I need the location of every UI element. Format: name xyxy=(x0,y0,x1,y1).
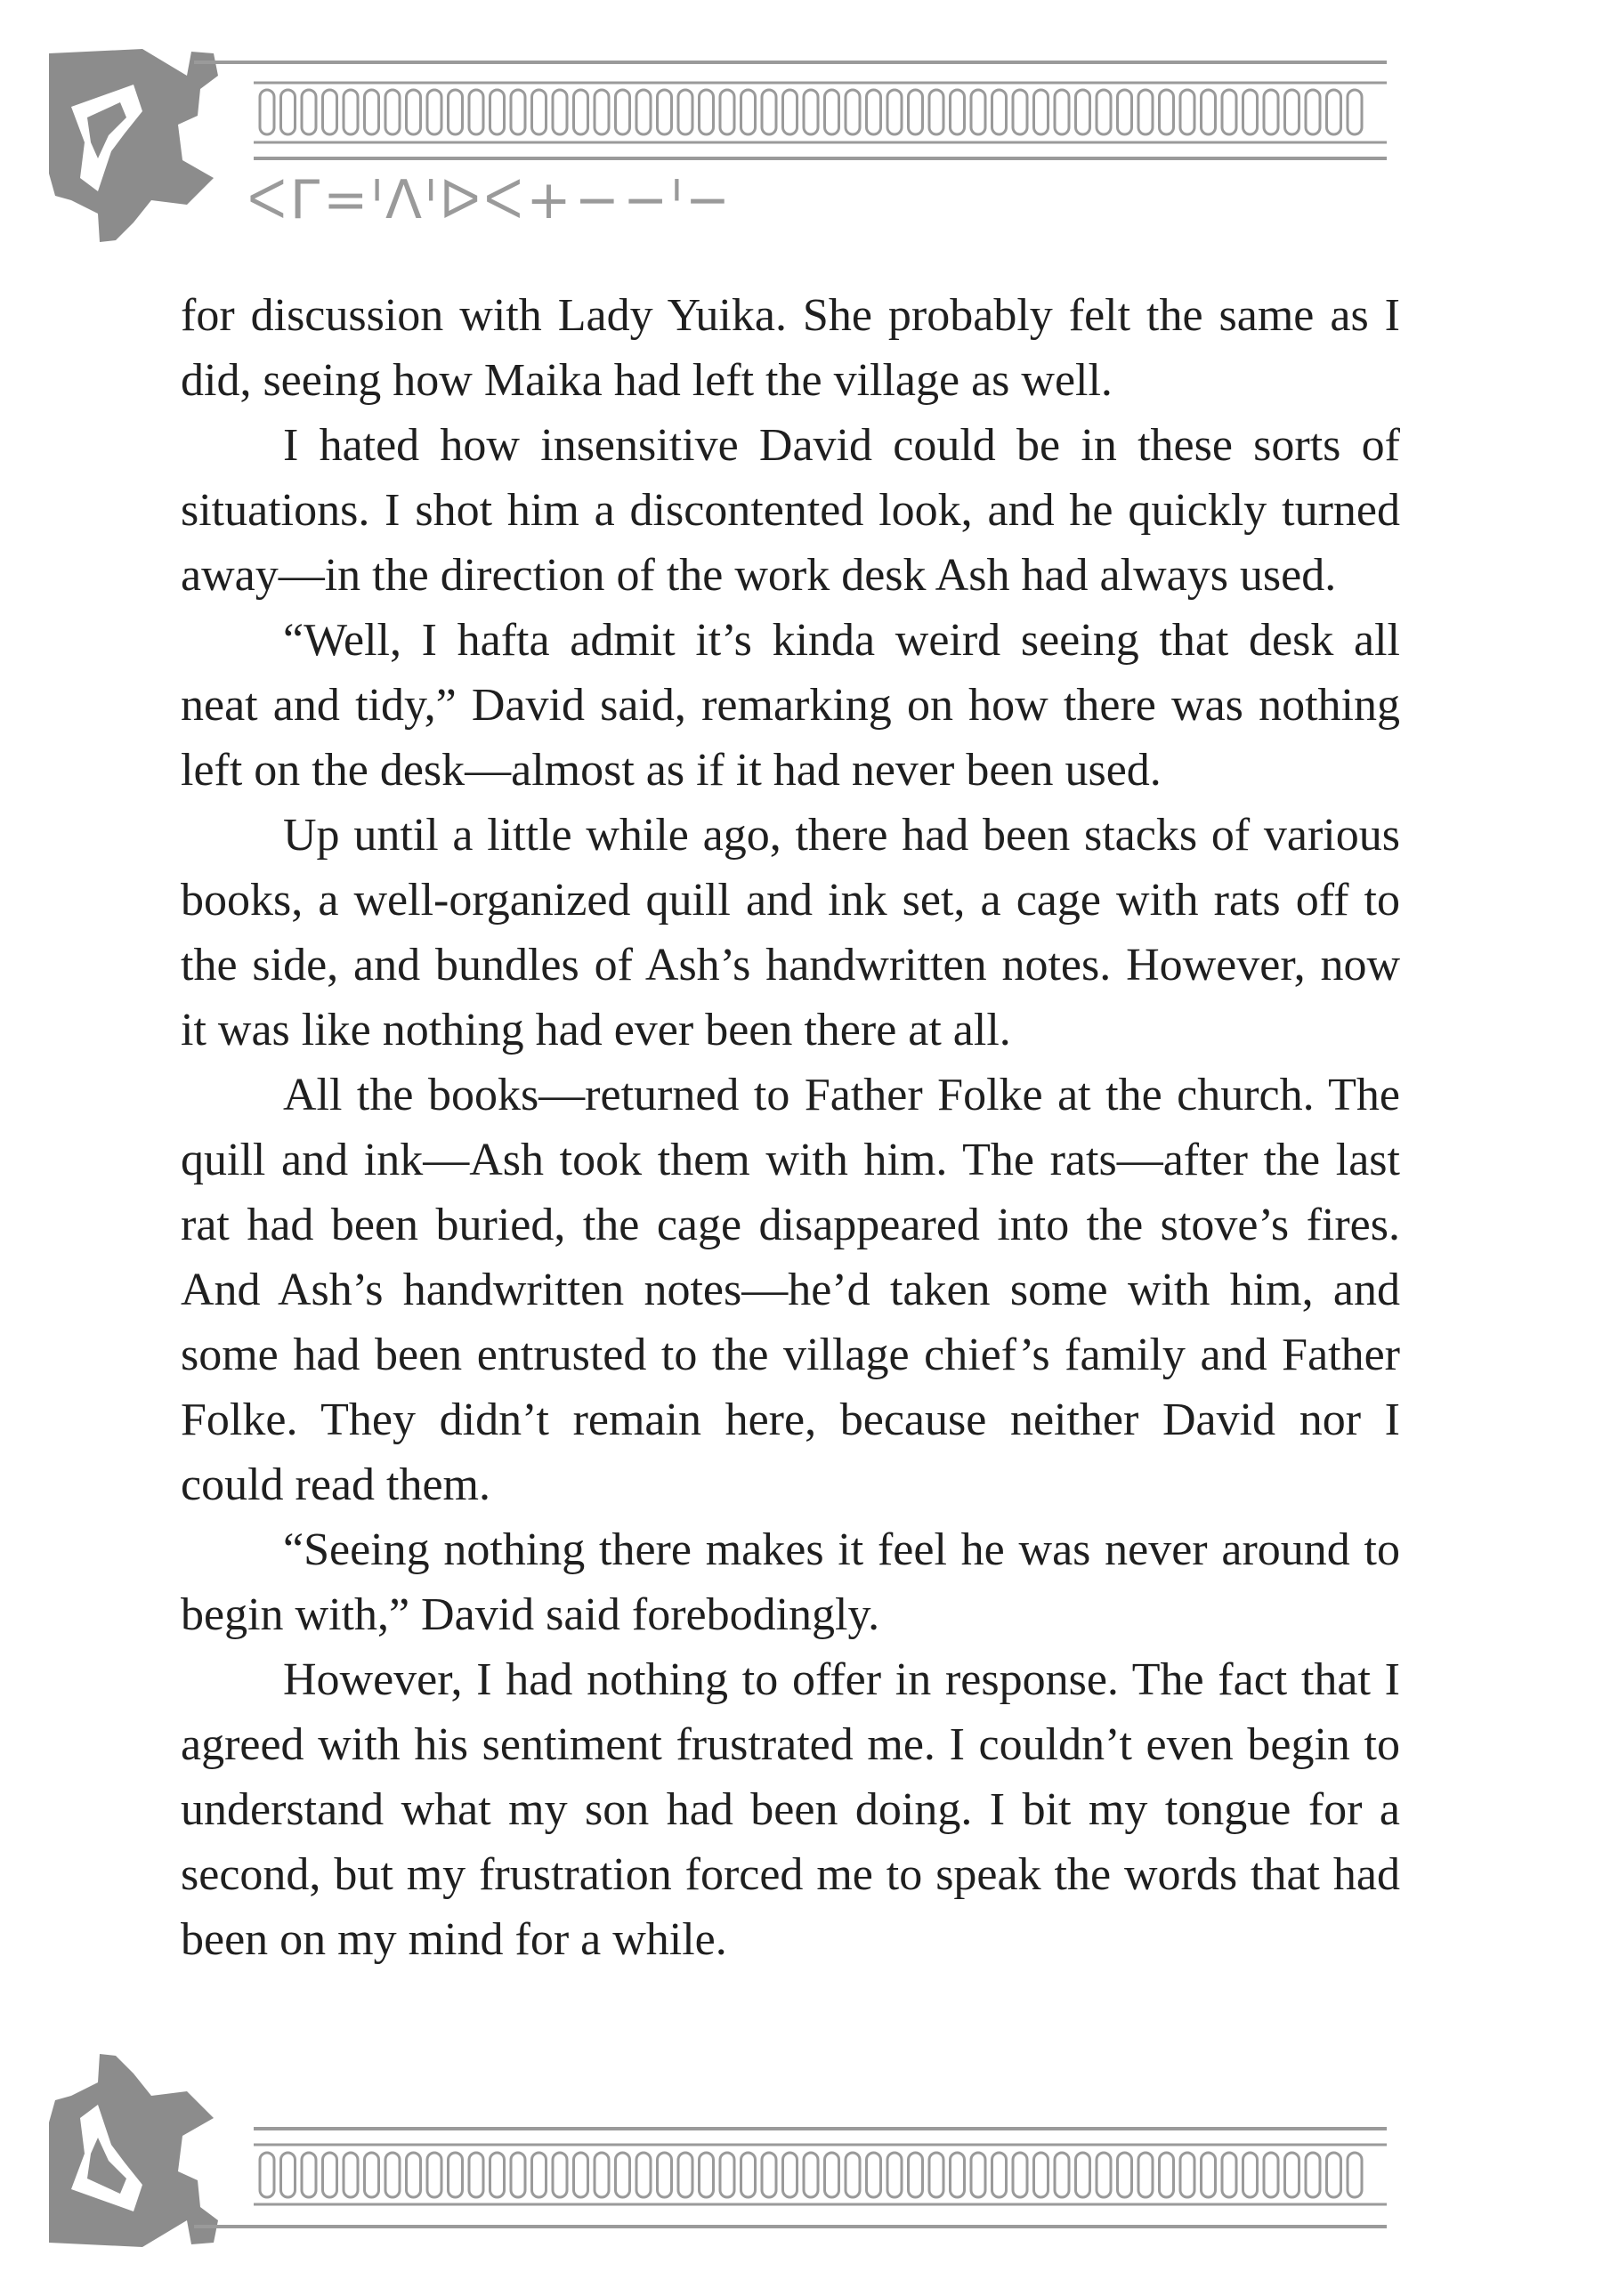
chain-link xyxy=(825,2153,839,2197)
chain-link xyxy=(427,90,441,134)
chain-link xyxy=(678,2153,692,2197)
corner-flourish-icon xyxy=(49,49,218,242)
chain-link xyxy=(469,90,483,134)
chain-link xyxy=(532,2153,546,2197)
chain-link xyxy=(1264,90,1278,134)
chain-link xyxy=(658,90,672,134)
chain-link xyxy=(741,2153,756,2197)
chain-link xyxy=(1264,2153,1278,2197)
chain-link xyxy=(407,2153,421,2197)
chain-link xyxy=(1243,90,1258,134)
chain-link xyxy=(1055,2153,1069,2197)
chain-link xyxy=(553,90,567,134)
chain-link xyxy=(929,90,943,134)
chain-link xyxy=(636,90,651,134)
chain-link xyxy=(741,90,756,134)
chain-link xyxy=(1348,2153,1362,2197)
chain-link xyxy=(846,2153,860,2197)
chain-link xyxy=(762,90,776,134)
chain-link xyxy=(1034,90,1048,134)
chain-link xyxy=(1055,90,1069,134)
chain-link xyxy=(887,2153,902,2197)
chain-link xyxy=(1138,2153,1153,2197)
chain-link xyxy=(700,90,714,134)
chain-link xyxy=(1222,2153,1236,2197)
chain-link xyxy=(909,2153,923,2197)
chain-link xyxy=(407,90,421,134)
paragraph-7: However, I had nothing to offer in response. The fact that I agreed with his sentiment frustrated me. I couldn’t even begin to understand what my son had been doing. I bit my tongue for a second, but my frustration forced me to speak the words that had been on my mind for a while. xyxy=(181,1654,1400,1965)
chain-link xyxy=(1285,2153,1299,2197)
chain-link xyxy=(553,2153,567,2197)
paragraph-3: “Well, I hafta admit it’s kinda weird seeing that desk all neat and tidy,” David said, remarking on how there was nothing left on the desk—almost as if it had never been used. xyxy=(181,615,1400,796)
chain-link xyxy=(1076,90,1090,134)
chain-link xyxy=(971,2153,985,2197)
chain-link xyxy=(783,90,797,134)
chain-link xyxy=(1327,90,1341,134)
page-body-text xyxy=(181,283,1400,1972)
chain-link xyxy=(302,2153,316,2197)
chain-link xyxy=(574,2153,588,2197)
chain-link xyxy=(532,90,546,134)
chain-link xyxy=(804,2153,818,2197)
chain-link xyxy=(1243,2153,1258,2197)
runic-header-title: ᐸᒥ=ᑊᐱᑊᐅᐸ+−−ᑊ− xyxy=(247,169,734,231)
bottom-ornament xyxy=(0,2029,1603,2296)
chain-link xyxy=(1118,90,1132,134)
chain-link xyxy=(846,90,860,134)
top-chain-pattern xyxy=(260,90,1362,134)
chain-link xyxy=(1327,2153,1341,2197)
chain-link xyxy=(951,90,965,134)
corner-flourish-icon xyxy=(49,2054,218,2247)
chain-link xyxy=(427,2153,441,2197)
chain-link xyxy=(909,90,923,134)
chain-link xyxy=(281,2153,296,2197)
chain-link xyxy=(281,90,296,134)
chain-link xyxy=(260,2153,274,2197)
chain-link xyxy=(992,2153,1007,2197)
chain-link xyxy=(804,90,818,134)
chain-link xyxy=(385,90,400,134)
chain-link xyxy=(720,2153,734,2197)
paragraph-5: All the books—returned to Father Folke at the church. The quill and ink—Ash took them with him. The rats—after the last rat had been buried, the cage disappeared into the stove’s fires. And Ash’s handwritten notes—he’d taken some with him, and some had been entrusted to the village chief’s family and Father Folke. They didn’t remain here, because neither David nor I could read them. xyxy=(181,1070,1400,1510)
chain-link xyxy=(929,2153,943,2197)
chain-link xyxy=(595,2153,609,2197)
chain-link xyxy=(1306,2153,1320,2197)
chain-link xyxy=(574,90,588,134)
chain-link xyxy=(385,2153,400,2197)
chain-link xyxy=(511,2153,525,2197)
chain-link xyxy=(1180,2153,1194,2197)
chain-link xyxy=(1160,2153,1174,2197)
chain-link xyxy=(323,2153,337,2197)
chain-link xyxy=(1034,2153,1048,2197)
chain-link xyxy=(658,2153,672,2197)
chain-link xyxy=(887,90,902,134)
chain-link xyxy=(616,2153,630,2197)
chain-link xyxy=(678,90,692,134)
chain-link xyxy=(1160,90,1174,134)
chain-link xyxy=(302,90,316,134)
chain-link xyxy=(1180,90,1194,134)
top-ornament xyxy=(0,0,1603,267)
chain-link xyxy=(469,2153,483,2197)
chain-link xyxy=(1118,2153,1132,2197)
chain-link xyxy=(951,2153,965,2197)
chain-link xyxy=(636,2153,651,2197)
chain-link xyxy=(971,90,985,134)
chain-link xyxy=(825,90,839,134)
chain-link xyxy=(867,90,881,134)
chain-link xyxy=(490,2153,505,2197)
chain-link xyxy=(1013,90,1027,134)
chain-link xyxy=(867,2153,881,2197)
paragraph-4: Up until a little while ago, there had been stacks of various books, a well-organized quill and ink set, a cage with rats off to the side, and bundles of Ash’s handwritten notes. However, now it was like nothing had ever been there at all. xyxy=(181,810,1400,1055)
chain-link xyxy=(616,90,630,134)
chain-link xyxy=(511,90,525,134)
chain-link xyxy=(1202,90,1216,134)
chain-link xyxy=(365,90,379,134)
chain-link xyxy=(365,2153,379,2197)
chain-link xyxy=(449,90,463,134)
chain-link xyxy=(449,2153,463,2197)
top-border-rules xyxy=(194,62,1387,158)
chain-link xyxy=(344,90,358,134)
chain-link xyxy=(595,90,609,134)
chain-link xyxy=(1222,90,1236,134)
chain-link xyxy=(1097,2153,1111,2197)
chain-link xyxy=(1013,2153,1027,2197)
chain-link xyxy=(992,90,1007,134)
chain-link xyxy=(260,90,274,134)
paragraph-2: I hated how insensitive David could be in these sorts of situations. I shot him a discontented look, and he quickly turned away—in the direction of the work desk Ash had always used. xyxy=(181,420,1400,601)
chain-link xyxy=(1097,90,1111,134)
paragraph-6: “Seeing nothing there makes it feel he was never around to begin with,” David said forebodingly. xyxy=(181,1524,1400,1640)
chain-link xyxy=(700,2153,714,2197)
chain-link xyxy=(344,2153,358,2197)
chain-link xyxy=(1138,90,1153,134)
chain-link xyxy=(762,2153,776,2197)
bottom-border-rules xyxy=(194,2129,1387,2227)
chain-link xyxy=(783,2153,797,2197)
chain-link xyxy=(1202,2153,1216,2197)
chain-link xyxy=(1076,2153,1090,2197)
chain-link xyxy=(720,90,734,134)
chain-link xyxy=(1285,90,1299,134)
bottom-chain-pattern xyxy=(260,2153,1362,2197)
paragraph-1: for discussion with Lady Yuika. She probably felt the same as I did, seeing how Maika had left the village as well. xyxy=(181,290,1400,406)
chain-link xyxy=(1306,90,1320,134)
chain-link xyxy=(1348,90,1362,134)
chain-link xyxy=(490,90,505,134)
chain-link xyxy=(323,90,337,134)
